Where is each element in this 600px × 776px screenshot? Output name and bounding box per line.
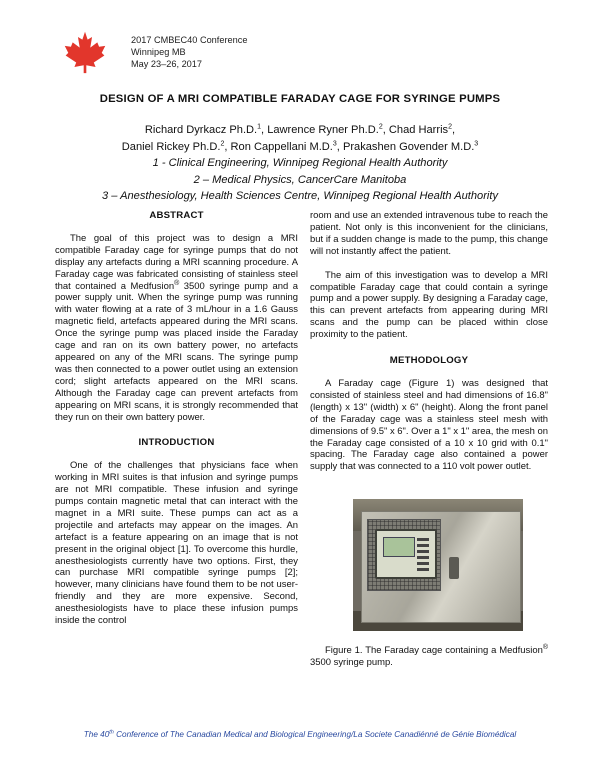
affiliation-3: 3 – Anesthesiology, Health Sciences Centre, Winnipeg Regional Health Authority <box>101 190 498 202</box>
author-separator: , <box>224 140 231 153</box>
methodology-paragraph-1: A Faraday cage (Figure 1) was designed that consisted of stainless steel and had dimensions of 16.8" (length) x 13" (width) x 6" (height). Along the front panel of the Faraday cage was a stainless steel mesh with dimensions of 9.5" x 6". Over a 1" x 1" area, the mesh on the Faraday cage consisted of a 10 x 10 grid with 0.1" spacing. The Faraday cage also contained a power supply that was connected to a 110 volt power outlet. <box>310 377 548 473</box>
author-affiliation-mark: 2 <box>220 139 225 147</box>
footer-ordinal: th <box>109 729 114 736</box>
figure-caption <box>310 645 548 669</box>
affiliation-1: 1 - Clinical Engineering, Winnipeg Regional Health Authority <box>152 157 448 169</box>
author-block <box>20 122 580 205</box>
author-affiliation-mark: 1 <box>257 123 262 131</box>
maple-leaf-icon <box>62 30 108 74</box>
introduction-paragraph-1: One of the challenges that physicians face when working in MRI suites is that infusion and syringe pumps are not MRI compatible. These infusion and syringe pumps contain magnetic metal that can interact with the magnet in a MRI suite. These pumps can act as a projectile and artefacts may appear on the images. An artefact is a feature appearing on an image that is not present in the original object [1]. To overcome this hurdle, anesthesiologists currently have two options. First, they can purchase MRI compatible syringe pumps [2]; however, many clinicians have found them to be not user-friendly and they are more expensive. Second, anesthesiologists have to place these infusion pumps inside the control <box>55 460 298 627</box>
conference-name: 2017 CMBEC40 Conference <box>131 35 248 45</box>
author-separator: , <box>451 124 456 136</box>
author-affiliation-mark: 3 <box>474 139 479 147</box>
footer-text: The 40 <box>83 730 110 739</box>
author-name: Richard Dyrkacz Ph.D. <box>144 124 258 136</box>
author-name: Lawrence Ryner Ph.D. <box>267 124 379 136</box>
author-affiliation-mark: 2 <box>448 123 452 131</box>
paper-title: DESIGN OF A MRI COMPATIBLE FARADAY CAGE FOR SYRINGE PUMPS <box>99 93 501 105</box>
abstract-text-cont: 3500 syringe pump and a power supply unit. When the syringe pump was running with water flowing at a rate of 3 mL/hour in a 1.6 Gauss magnetic field, artefacts appeared during the MRI scans. Once the syringe pump was placed inside the Faraday cage and ran on its own battery power, no artefacts appeared on any of the MRI scans. The syringe pump was then connected to a power outlet using an extension cord; slight artefacts appeared on the MRI scans. Although the Faraday cage can prevent artefacts from appearing on MRI scans, it is strongly recommended that they run on their own battery power. <box>55 280 298 423</box>
author-line-1 <box>20 122 580 139</box>
footer-text-cont: Conference of The Canadian Medical and Biological Engineering/La Societe Canadiénné de Génie Biomédical <box>113 730 517 739</box>
abstract-paragraph <box>55 233 298 424</box>
affiliation-2: 2 – Medical Physics, CancerCare Manitoba <box>193 173 407 186</box>
author-name: Ron Cappellani M.D. <box>230 140 333 153</box>
caption-text: Figure 1. The Faraday cage containing a Medfusion <box>325 645 543 657</box>
abstract-heading: ABSTRACT <box>149 210 204 221</box>
abstract-text: The goal of this project was to design a MRI compatible Faraday cage for syringe pumps that do not display any artefacts during a MRI scanning procedure. A Faraday cage was fabricated consisting of stainless steel that contained a Medfusion <box>55 232 298 292</box>
author-affiliation-mark: 3 <box>332 139 337 147</box>
conference-dates: May 23–26, 2017 <box>131 59 203 69</box>
registered-mark: ® <box>174 279 180 287</box>
introduction-paragraph-2: The aim of this investigation was to develop a MRI compatible Faraday cage that could contain a syringe pump and a power supply. By designing a Faraday cage, this can prevent artefacts from appearing during MRI scans and the pump can be placed within close proximity to the patient. <box>310 269 548 341</box>
author-separator: , <box>261 124 268 136</box>
introduction-heading: INTRODUCTION <box>138 437 215 449</box>
author-name: Prakashen Govender M.D. <box>342 140 475 153</box>
author-separator: , <box>336 140 343 153</box>
methodology-heading: METHODOLOGY <box>389 355 469 367</box>
author-name: Daniel Rickey Ph.D. <box>121 140 221 153</box>
figure-faraday-cage-photo <box>353 499 523 631</box>
author-separator: , <box>382 124 389 136</box>
right-column <box>310 210 548 669</box>
introduction-paragraph-1-continued: room and use an extended intravenous tube to reach the patient. Not only is this inconvenient for the clinicians, but if a sudden change is made to the pump, this change will not instantly affect the patient. <box>310 210 548 257</box>
page-footer <box>0 730 600 739</box>
registered-mark: ® <box>542 644 548 652</box>
conference-location: Winnipeg MB <box>131 47 186 57</box>
syringe-pump-image <box>375 529 437 579</box>
author-affiliation-mark: 2 <box>378 123 383 131</box>
conference-info <box>131 34 247 70</box>
author-name: Chad Harris <box>388 124 449 136</box>
left-column <box>55 210 298 627</box>
author-line-2 <box>20 139 580 156</box>
caption-text-cont: 3500 syringe pump. <box>310 657 393 669</box>
